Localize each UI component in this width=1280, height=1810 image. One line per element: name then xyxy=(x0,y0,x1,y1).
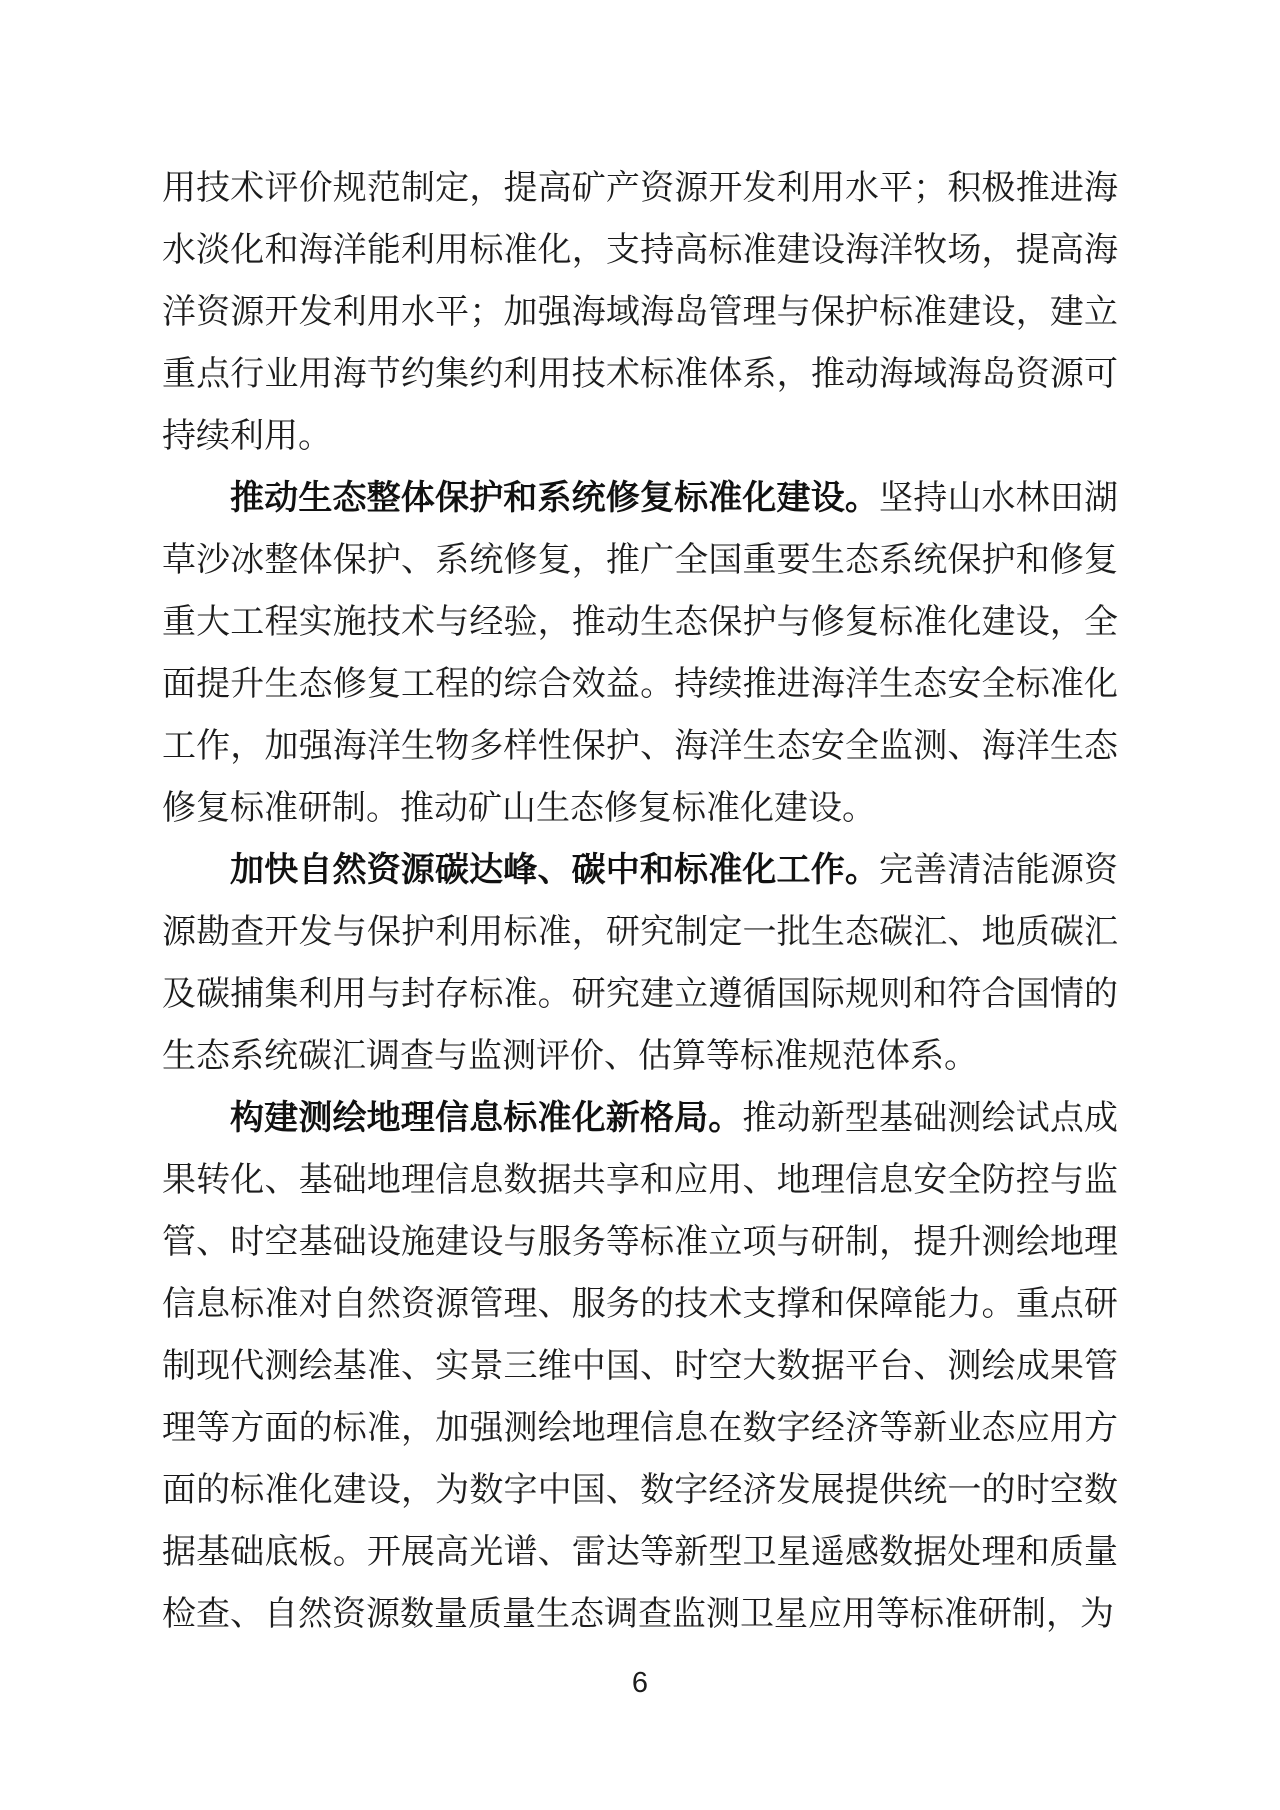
page-number: 6 xyxy=(631,1667,649,1699)
paragraph-body: 推动新型基础测绘试点成果转化、基础地理信息数据共享和应用、地理信息安全防控与监管、时空基础设施建设与服务等标准立项与研制，提升测绘地理信息标准对自然资源管理、服务的技术支撑和保障能力。重点研制现代测绘基准、实景三维中国、时空大数据平台、测绘成果管理等方面的标准，加强测绘地理信息在数字经济等新业态应用方面的标准化建设，为数字中国、数字经济发展提供统一的时空数据基础底板。开展高光谱、雷达等新型卫星遥感数据处理和质量检查、自然资源数量质量生态调查监测卫星应用等标准研制，为 xyxy=(162,1100,1119,1633)
paragraph-lead: 推动生态整体保护和系统修复标准化建设。 xyxy=(230,480,880,517)
paragraph-body: 完善清洁能源资源勘查开发与保护利用标准，研究制定一批生态碳汇、地质碳汇及碳捕集利用与封存标准。研究建立遵循国际规则和符合国情的生态系统碳汇调查与监测评价、估算等标准规范体系。 xyxy=(162,852,1119,1075)
paragraph-continuation xyxy=(162,158,1118,468)
paragraph-lead: 构建测绘地理信息标准化新格局。 xyxy=(230,1100,743,1137)
document-body xyxy=(162,158,1118,1646)
paragraph-body: 用技术评价规范制定，提高矿产资源开发利用水平；积极推进海水淡化和海洋能利用标准化，支持高标准建设海洋牧场，提高海洋资源开发利用水平；加强海域海岛管理与保护标准建设，建立重点行业用海节约集约利用技术标准体系，推动海域海岛资源可持续利用。 xyxy=(162,170,1118,455)
paragraph-surveying-geoinfo xyxy=(162,1088,1118,1646)
paragraph-lead: 加快自然资源碳达峰、碳中和标准化工作。 xyxy=(230,852,880,889)
paragraph-eco-restoration xyxy=(162,468,1118,840)
paragraph-carbon-standards xyxy=(162,840,1118,1088)
paragraph-body: 坚持山水林田湖草沙冰整体保护、系统修复，推广全国重要生态系统保护和修复重大工程实施技术与经验，推动生态保护与修复标准化建设，全面提升生态修复工程的综合效益。持续推进海洋生态安全标准化工作，加强海洋生物多样性保护、海洋生态安全监测、海洋生态修复标准研制。推动矿山生态修复标准化建设。 xyxy=(162,480,1119,827)
